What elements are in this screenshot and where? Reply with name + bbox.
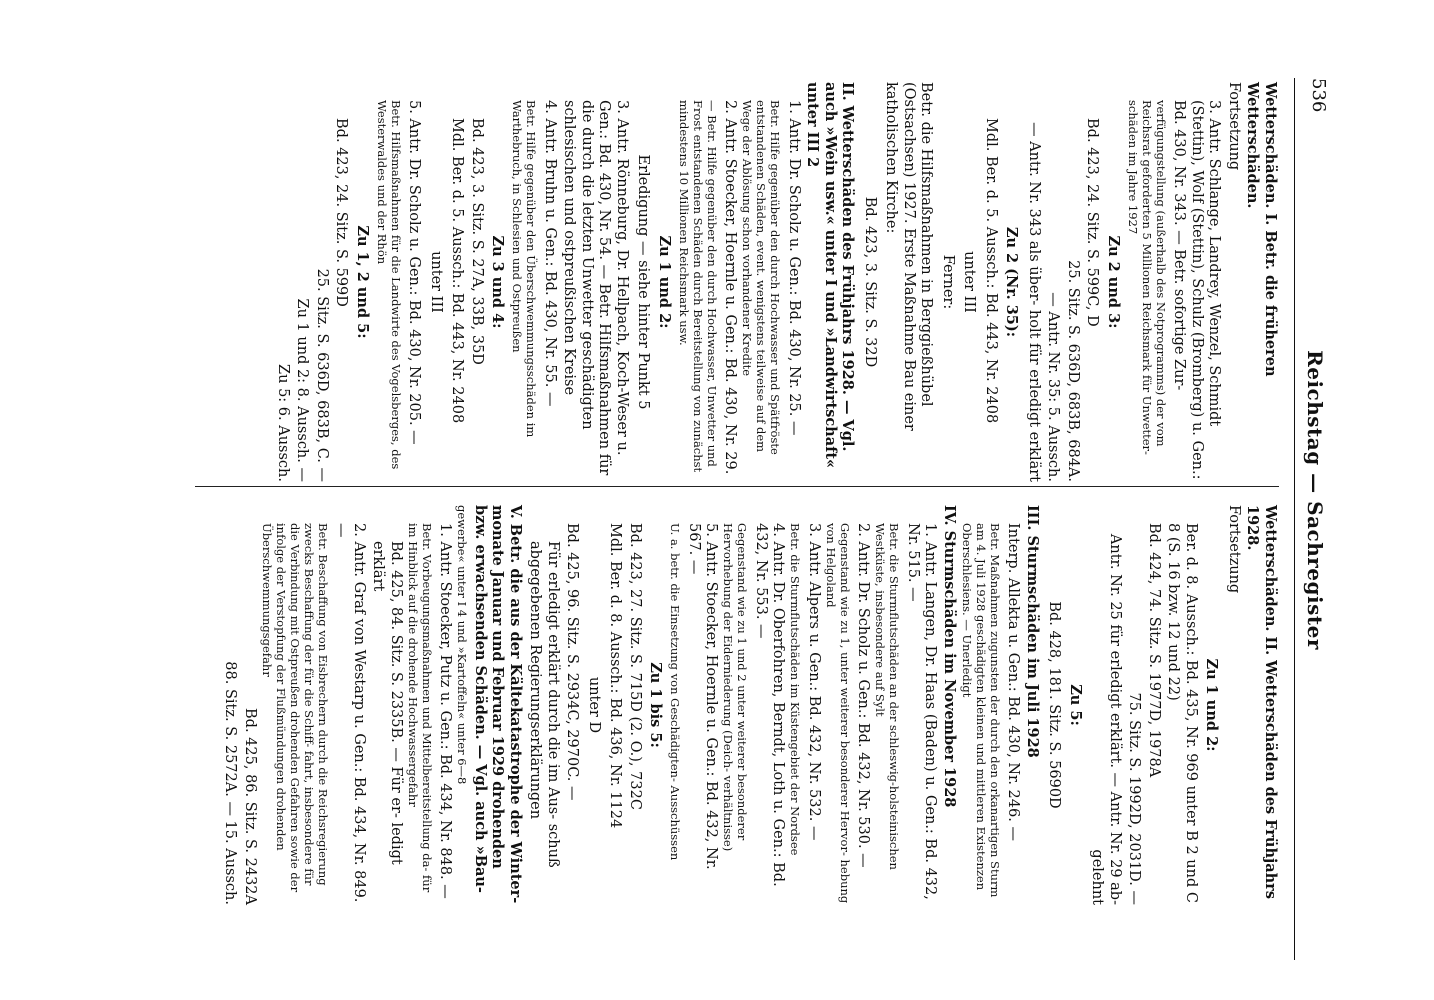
ref-line: Bd. 425, 96. Sitz. S. 2934C, 2970C. — [564,523,581,801]
entry-text: 3. Antr. Alpers u. Gen.: Bd. 432, Nr. 532. — [806,523,822,841]
section-heading: II. Wetterschäden des Frühjahrs 1928. — Vgl. auch »Wein usw.« unter I und »Landwirtschaft« unter III 2 [804,82,857,469]
entry-note: Betr. Maßnahmen zugunsten der durch den orkanartigen Sturm am 4. Juli 1928 geschädigten kleinen und mittleren Existenzen Oberschlesiens. — Unerledigt [960,523,1002,898]
ref-line: unter III [428,251,444,313]
entry-note: Betr. die Sturmflutschäden an der schleswig-holsteinischen Westküste, insbesondere auf Sylt [873,523,902,870]
ferner-label: Ferner: [940,254,956,310]
ref-heading: Zu 1 und 2: [656,235,673,329]
ref-line: 25. Sitz. S. 636D, 683B, C. — [314,268,330,482]
section-heading: IV. Sturmschäden im November 1928 [941,505,958,808]
entry-text: 5. Antr. Stoecker, Hoernle u. Gen.: Bd. 432, Nr. 567. — [686,523,720,870]
ref-line: Zu 5: 6. Aussch. [275,364,291,482]
entry-note: Betr. Hilfe gegenüber den durch Hochwasser und Spätfröste entstandenen Schäden, event. wenigstens teilweise auf dem Wege der Ablösung schon vorhandener Kredite [740,100,783,455]
section-heading: V. Betr. die aus der Kältekatastrophe der Winter- monate Januar und Februar 1929 drohenden bzw. erwachsenden Schäden. — Vgl. auch »Bau- [472,505,524,904]
ref-line: — Antr. Nr. 35: 5. Aussch. [1045,292,1062,482]
ref-line: Mdl. Ber. d. 5. Aussch.: Bd. 443, Nr. 2408 [449,118,466,424]
running-head: Reichstag — Sachregister [1303,350,1327,650]
entry-text: 5. Antr. Dr. Scholz u. Gen.: Bd. 430, Nr. 205. — [406,100,423,445]
right-heading: Wetterschäden. II. Wetterschäden des Frühjahrs 1928. [1244,505,1279,899]
entry-text: 2. Antr. Stoecker, Hoernle u. Gen.: Bd. 430, Nr. 29. [722,100,739,475]
right-column [219,505,1279,905]
ref-line: Bd. 423, 24. Sitz. S. 599D [333,118,350,307]
entry-text: 4. Antr. Dr. Oberfohren, Berndt, Loth u. Gen.: Bd. 432, Nr. 553. — [753,523,787,887]
entry-text: 3. Antr. Schlange, Landrey, Wenzel, Schmidt (Stettin), Wolf (Stettin), Schulz (Bromberg) u. Gen.: Bd. 430, Nr. 343. — Betr. sofortige Zur- [1171,100,1223,480]
left-subheading: Fortsetzung [1226,82,1242,171]
entry-text: 1. Antr. Dr. Scholz u. Gen.: Bd. 430, Nr. 25. — [786,100,802,436]
entry-text: 3. Antr. Rönneburg, Dr. Hellpach, Koch-Weser u. Gen.: Bd. 430, Nr. 54. — Betr. Hilfsmaßnahmen für die durch die letzten Unwetter geschädigten schlesischen und ostpreußischen Kreise [561,100,630,476]
entry-text: Interp. Allekta u. Gen.: Bd. 430, Nr. 246. — [1005,523,1022,841]
ref-line: unter III [961,251,978,313]
ref-line: Mdl. Ber. d. 8. Aussch.: Bd. 436, Nr. 1124 [607,523,624,829]
entry-text: 1. Antr. Langen, Dr. Haas (Baden) u. Gen.: Bd. 432, Nr. 515. — [905,523,939,900]
ref-heading: Zu 5: [1067,684,1084,726]
ref-heading: Zu 2 und 3: [1105,235,1122,329]
ref-line: 75. Sitz. S. 1992D, 2031D. — [1126,692,1143,905]
entry-text: 1. Antr. Stoecker, Putz u. Gen.: Bd. 434, Nr. 848. — [437,523,454,899]
entry-note: Betr. Hilfe gegenüber den Überschwemmungsschäden im Warthebruch, in Schlesien und Ostpreußen [510,100,539,438]
ref-line: Für erledigt erklärt durch die im Aus- schuß abgegebenen Regierungserklärungen [527,541,561,868]
ref-line: Ber. d. 8. Aussch.: Bd. 435, Nr. 969 unter B 2 und C 8 (S. 16 bzw. 12 und 22) [1165,523,1199,903]
ref-heading: Zu 1 bis 5: [647,662,665,748]
entry-text: 2. Antr. Graf von Westarp u. Gen.: Bd. 434, Nr. 849. — [333,523,367,903]
ref-line: Mdl. Ber. d. 5. Aussch.: Bd. 443, Nr. 2408 [983,118,999,424]
ref-line: Zu 1 und 2: 8. Aussch. — [294,298,311,482]
entry-text: Betr. die Hilfsmaßnahmen in Berggießhübel (Ostsachsen) 1927. Erste Maßnahme Bau einer katholischen Kirche: [883,82,935,431]
ref-line: Bd. 425, 86. Sitz. S. 2432A [242,708,258,905]
ref-line: 25. Sitz. S. 636D, 683B, 684A. [1065,260,1081,482]
right-subheading: Fortsetzung [1226,505,1242,594]
entry-note: — Betr. Hilfe gegenüber den durch Hochwasser, Unwetter und Frost entstandenen Schäden durch Bereitstellung von zunächst mindestens 10 Millionen Reichsmark usw. [677,100,719,473]
entry-note: U. a. betr. die Einsetzung von Geschädigten- Ausschüssen [668,523,683,861]
entry-note: gewerbe« unter I 4 und »Kartoffeln« unter 6—8 [455,505,470,785]
entry-note: Betr. Vorbeugungsmaßnahmen und Mittelbereitstellung da- für im Hinblick auf die drohende Hochwassergefahr [406,523,434,893]
header-rule [1294,78,1295,960]
ref-line: Bd. 424, 74. Sitz. S. 1977D, 1978A [1146,523,1162,778]
ref-line: unter D [586,676,602,734]
entry-note: Betr. Beschaffung von Eisbrechern durch die Reichsregierung zwecks Beschaffung der für die Schiff- fahrt, insbesondere für die Verbindung mit Ostpreußen drohenden Gefahren sowie der infolge der Verstopfung der Flußmündungen drohenden Überschwemmungsgefahr [260,523,330,893]
ref-line: Bd. 425, 84. Sitz. S. 2335B. — Für er- ledigt erklärt [370,541,404,865]
ref-heading: Zu 2 (Nr. 35): [1003,226,1021,338]
ref-line: — Antr. Nr. 343 als über- holt für erledigt erklärt [1026,122,1042,482]
ref-line: Antr. Nr. 25 für erledigt erklärt. — Antr. Nr. 29 ab- gelehnt [1089,533,1123,905]
ref-heading: Zu 1, 2 und 5: [354,225,371,339]
entry-text: 2. Antr. Dr. Scholz u. Gen.: Bd. 432, Nr. 530. — [855,523,872,868]
left-column [272,82,1280,482]
column-divider [195,486,1279,487]
ref-heading: Zu 3 und 4: [489,235,507,329]
ref-line: Bd. 428, 181. Sitz. S. 5690D [1046,601,1063,809]
ref-line: 88. Sitz. S. 2572A. — 15. Aussch. [222,661,239,905]
ref-heading: Zu 1 und 2: [1203,658,1221,752]
ref-line: Erledigung — siehe hinter Punkt 5 [635,154,652,410]
ref-line: Bd. 423, 27. Sitz. S. 715D (2. O.), 732C [627,523,643,810]
ref-line: Bd. 423, 24. Sitz. S. 599C, D [1084,118,1101,327]
entry-note: Gegenstand wie zu 1 und 2 unter weiterer besonderer Hervorhebung der Eiderniederung (Deich- verhältnisse) [721,523,750,852]
left-heading: Wetterschäden. I. Betr. die früheren Wetterschäden. [1244,82,1279,377]
entry-note: Betr. die Sturmflutschäden im Küstengebiet der Nordsee [788,523,803,856]
entry-note: Gegenstand wie zu 1, unter weiterer besonderer Hervor- hebung von Helgoland [824,523,852,904]
entry-note: verfügungstellung (außerhalb des Notprogramms) der vom Reichsrat geforderten 5 Millionen Reichsmark für Unwetter- schäden im Jahre 1927 [1126,100,1168,455]
ref-line: Bd. 423, 3. Sitz. S. 32D [862,196,878,368]
entry-note: Betr. Hilfsmaßnahmen für die Landwirte des Vogelsberges, des Westerwaldes und der Rhön [375,100,403,470]
page-number: 536 [1308,78,1329,113]
entry-text: 4. Antr. Bruhn u. Gen.: Bd. 430, Nr. 55. — [542,100,558,407]
ref-line: Bd. 423, 3. Sitz. S. 27A, 33B, 35D [469,118,485,365]
section-heading: III. Sturmschäden im Juli 1928 [1024,505,1041,758]
